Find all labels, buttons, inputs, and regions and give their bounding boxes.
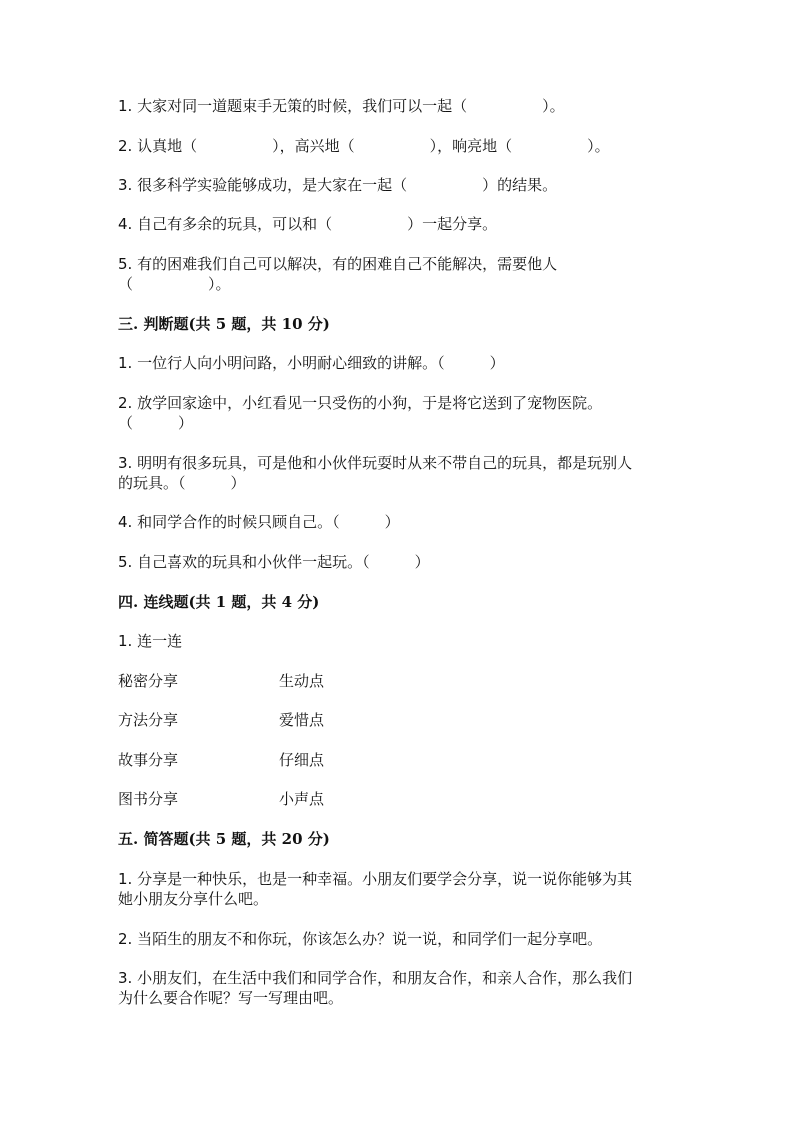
short-question-1-line-1: 1. 分享是一种快乐，也是一种幸福。小朋友们要学会分享，说一说你能够为其: [118, 870, 633, 888]
judge-question-5: 5. 自己喜欢的玩具和小伙伴一起玩。（ ）: [118, 553, 430, 571]
judge-question-2-line-2: （ ）: [118, 414, 194, 432]
match-right-item: 爱惜点: [279, 711, 325, 729]
judge-question-4: 4. 和同学合作的时候只顾自己。（ ）: [118, 513, 400, 531]
match-left-item: 图书分享: [118, 790, 179, 808]
short-question-3-line-2: 为什么要合作呢？写一写理由吧。: [118, 989, 344, 1007]
fill-question-1: 1. 大家对同一道题束手无策的时候，我们可以一起（ ）。: [118, 97, 565, 115]
judge-question-3-line-1: 3. 明明有很多玩具，可是他和小伙伴玩耍时从来不带自己的玩具，都是玩别人: [118, 454, 633, 472]
match-right-item: 仔细点: [279, 751, 325, 769]
short-question-3-line-1: 3. 小朋友们，在生活中我们和同学合作，和朋友合作，和亲人合作，那么我们: [118, 969, 633, 987]
short-question-1-line-2: 她小朋友分享什么吧。: [118, 890, 269, 908]
fill-question-5-line-1: 5. 有的困难我们自己可以解决，有的困难自己不能解决，需要他人: [118, 255, 558, 273]
match-left-item: 方法分享: [118, 711, 179, 729]
fill-question-4: 4. 自己有多余的玩具，可以和（ ）一起分享。: [118, 215, 498, 233]
fill-question-3: 3. 很多科学实验能够成功，是大家在一起（ ）的结果。: [118, 176, 558, 194]
judge-question-2-line-1: 2. 放学回家途中，小红看见一只受伤的小狗，于是将它送到了宠物医院。: [118, 394, 603, 412]
judge-section-heading: 三. 判断题(共 5 题，共 10 分): [118, 315, 330, 333]
match-left-item: 故事分享: [118, 751, 179, 769]
judge-question-1: 1. 一位行人向小明问路，小明耐心细致的讲解。（ ）: [118, 354, 505, 372]
match-left-item: 秘密分享: [118, 672, 179, 690]
short-answer-section-heading: 五. 简答题(共 5 题，共 20 分): [118, 830, 330, 848]
judge-question-3-line-2: 的玩具。（ ）: [118, 474, 246, 492]
fill-question-2: 2. 认真地（ ），高兴地（ ），响亮地（ ）。: [118, 137, 610, 155]
match-right-item: 小声点: [279, 790, 325, 808]
match-question-1: 1. 连一连: [118, 632, 183, 650]
match-section-heading: 四. 连线题(共 1 题，共 4 分): [118, 593, 320, 611]
fill-question-5-line-2: （ ）。: [118, 275, 231, 293]
match-right-item: 生动点: [279, 672, 325, 690]
short-question-2: 2. 当陌生的朋友不和你玩，你该怎么办？说一说，和同学们一起分享吧。: [118, 930, 603, 948]
